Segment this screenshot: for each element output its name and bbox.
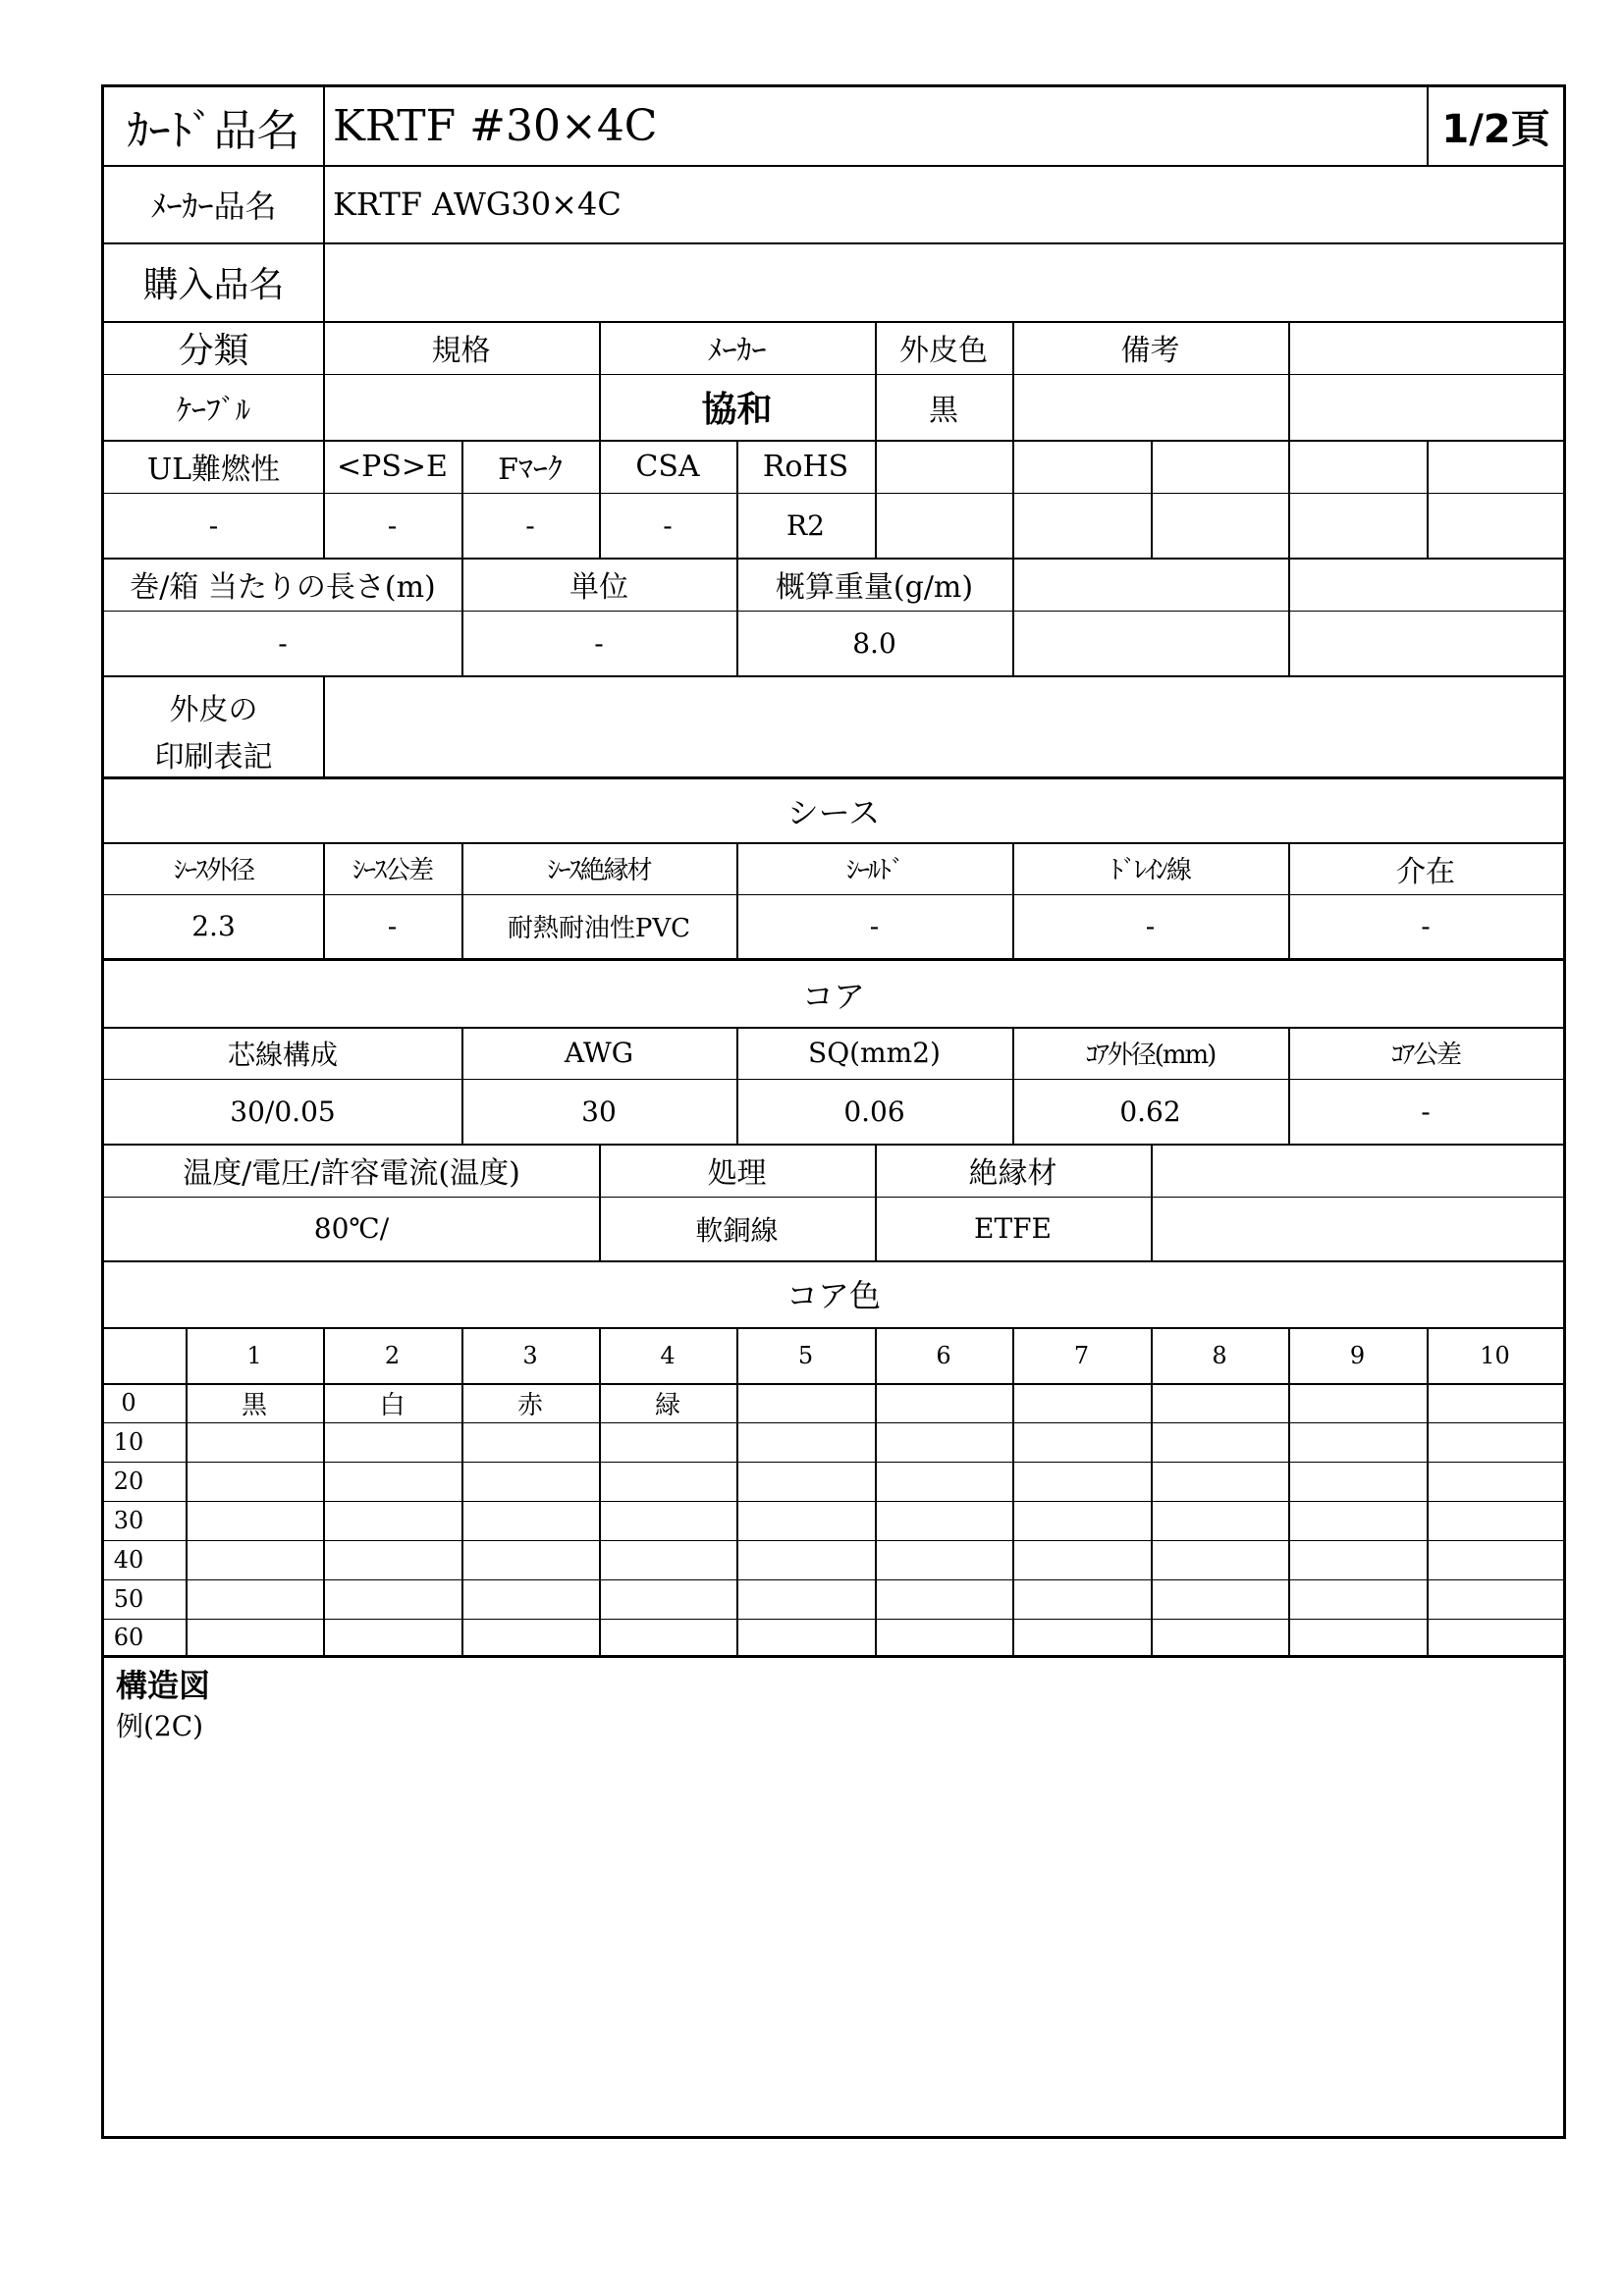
core-color-cell bbox=[1288, 1462, 1427, 1501]
core-color-column-header: 3 bbox=[522, 1341, 538, 1369]
core-color-cell bbox=[461, 1501, 599, 1540]
core-color-cell bbox=[1151, 1383, 1288, 1422]
core-color-cell bbox=[461, 1579, 599, 1619]
core-color-cell bbox=[736, 1422, 875, 1462]
core-color-column-header: 1 bbox=[246, 1341, 262, 1369]
core-color-cell bbox=[186, 1579, 323, 1619]
core-color-row-label: 20 bbox=[113, 1468, 144, 1495]
core-color-cell bbox=[186, 1462, 323, 1501]
sheath-header: ﾄﾞﾚｲﾝ線 bbox=[1110, 856, 1190, 885]
core-value: 0.06 bbox=[843, 1095, 905, 1128]
sheath-value: - bbox=[869, 910, 880, 942]
length-header: 単位 bbox=[569, 570, 628, 605]
standard-value bbox=[875, 493, 1012, 558]
core-color-cell bbox=[461, 1462, 599, 1501]
core-color-cell: 黒 bbox=[241, 1390, 267, 1420]
standard-value bbox=[1427, 493, 1563, 558]
core-color-cell bbox=[875, 1579, 1012, 1619]
core-color-cell bbox=[1012, 1579, 1151, 1619]
standard-header: UL難燃性 bbox=[146, 453, 281, 487]
standard-header bbox=[1288, 440, 1427, 493]
print-label-line2: 印刷表記 bbox=[154, 740, 273, 774]
standard-value: - bbox=[525, 508, 535, 542]
sheath-value: 2.3 bbox=[191, 910, 236, 942]
core-color-cell bbox=[1012, 1619, 1151, 1655]
classification-value bbox=[1012, 374, 1288, 440]
core-value: 30/0.05 bbox=[230, 1095, 336, 1128]
core-color-row-label: 30 bbox=[113, 1507, 144, 1534]
core-color-cell bbox=[1427, 1579, 1563, 1619]
standard-value: - bbox=[208, 508, 219, 542]
classification-value: 協和 bbox=[701, 390, 773, 430]
core-header: ｺｱ外径(mm) bbox=[1085, 1041, 1216, 1070]
maker-name-label: ﾒｰｶｰ品名 bbox=[150, 187, 277, 225]
core-color-cell bbox=[875, 1462, 1012, 1501]
purchase-name-label: 購入品名 bbox=[142, 264, 285, 305]
temp-value: ETFE bbox=[974, 1212, 1052, 1245]
core-color-cell bbox=[1288, 1501, 1427, 1540]
standard-header: <PS>E bbox=[337, 449, 448, 484]
length-value: - bbox=[594, 626, 604, 660]
core-color-cell bbox=[875, 1540, 1012, 1579]
core-header: AWG bbox=[564, 1037, 634, 1069]
card-name-label: ｶｰﾄﾞ品名 bbox=[127, 105, 300, 156]
temp-value bbox=[1151, 1197, 1563, 1260]
purchase-name-value bbox=[325, 242, 1562, 321]
core-color-cell bbox=[323, 1501, 461, 1540]
core-color-column-header: 6 bbox=[936, 1341, 951, 1369]
core-color-cell bbox=[1012, 1501, 1151, 1540]
core-color-cell bbox=[323, 1462, 461, 1501]
core-value: 30 bbox=[581, 1095, 617, 1128]
standard-value: R2 bbox=[786, 508, 825, 542]
standard-value bbox=[1012, 493, 1151, 558]
core-color-column-header: 9 bbox=[1349, 1341, 1366, 1369]
sheath-value: - bbox=[1421, 910, 1431, 942]
core-color-cell bbox=[186, 1501, 323, 1540]
core-title: コア bbox=[801, 977, 865, 1015]
core-color-cell bbox=[599, 1501, 736, 1540]
core-color-cell: 緑 bbox=[654, 1390, 680, 1420]
core-color-cell bbox=[1427, 1462, 1563, 1501]
sheath-value: - bbox=[1145, 910, 1156, 942]
core-color-column-header: 2 bbox=[384, 1341, 401, 1369]
core-color-cell bbox=[1288, 1540, 1427, 1579]
core-color-row-label: 50 bbox=[113, 1585, 144, 1613]
core-color-cell bbox=[323, 1579, 461, 1619]
core-header: 芯線構成 bbox=[227, 1038, 338, 1071]
standard-header bbox=[1427, 440, 1563, 493]
core-color-cell bbox=[736, 1579, 875, 1619]
core-color-cell bbox=[1427, 1619, 1563, 1655]
length-header bbox=[1288, 558, 1563, 611]
length-header: 巻/箱 当たりの長さ(m) bbox=[130, 570, 436, 605]
sheath-value: - bbox=[387, 910, 398, 942]
length-value: - bbox=[278, 626, 288, 660]
standard-header bbox=[875, 440, 1012, 493]
core-value: 0.62 bbox=[1119, 1095, 1181, 1128]
print-value bbox=[325, 675, 1562, 776]
core-color-cell bbox=[1288, 1422, 1427, 1462]
length-value bbox=[1288, 611, 1563, 675]
classification-header: 外皮色 bbox=[899, 334, 988, 368]
core-color-cell bbox=[461, 1540, 599, 1579]
core-color-cell bbox=[1427, 1540, 1563, 1579]
core-color-cell bbox=[1012, 1422, 1151, 1462]
core-color-cell bbox=[1427, 1422, 1563, 1462]
temp-value: 80℃/ bbox=[313, 1212, 390, 1245]
standard-header: CSA bbox=[635, 449, 700, 484]
core-color-cell bbox=[736, 1540, 875, 1579]
sheath-header: ｼｰｽ外径 bbox=[173, 856, 253, 885]
core-color-cell bbox=[1151, 1540, 1288, 1579]
core-color-cell bbox=[599, 1579, 736, 1619]
standard-value: - bbox=[663, 508, 673, 542]
core-color-cell bbox=[1151, 1579, 1288, 1619]
print-label-line1: 外皮の bbox=[169, 693, 258, 727]
length-value bbox=[1012, 611, 1288, 675]
core-header: SQ(mm2) bbox=[808, 1037, 941, 1069]
core-color-cell bbox=[736, 1501, 875, 1540]
core-color-cell bbox=[461, 1422, 599, 1462]
classification-header bbox=[1288, 321, 1563, 374]
core-color-cell bbox=[875, 1422, 1012, 1462]
core-color-cell bbox=[875, 1501, 1012, 1540]
core-color-cell bbox=[736, 1619, 875, 1655]
classification-value bbox=[1288, 374, 1563, 440]
sheath-header: ｼｰｽ公差 bbox=[352, 856, 432, 885]
core-color-row-label: 0 bbox=[121, 1389, 136, 1416]
classification-value: ｹｰﾌﾞﾙ bbox=[177, 393, 250, 428]
standard-header bbox=[1151, 440, 1288, 493]
core-color-cell bbox=[186, 1540, 323, 1579]
temp-header: 温度/電圧/許容電流(温度) bbox=[183, 1156, 520, 1191]
sheath-header: ｼｰｽ絶縁材 bbox=[547, 856, 651, 885]
core-color-cell bbox=[323, 1540, 461, 1579]
classification-value: 黒 bbox=[929, 393, 958, 428]
length-value: 8.0 bbox=[852, 626, 896, 660]
temp-header: 処理 bbox=[707, 1156, 767, 1191]
core-color-column-header: 8 bbox=[1212, 1341, 1227, 1369]
core-color-cell bbox=[1151, 1501, 1288, 1540]
core-color-cell bbox=[186, 1619, 323, 1655]
classification-value bbox=[323, 374, 599, 440]
core-color-cell bbox=[599, 1422, 736, 1462]
spec-sheet bbox=[101, 84, 1566, 2139]
temp-value: 軟銅線 bbox=[695, 1213, 779, 1247]
core-value: - bbox=[1421, 1095, 1431, 1128]
core-color-row-label: 40 bbox=[113, 1546, 144, 1574]
core-color-cell bbox=[1288, 1619, 1427, 1655]
classification-header: 備考 bbox=[1120, 334, 1180, 368]
core-color-column-header: 10 bbox=[1480, 1341, 1510, 1369]
core-color-cell bbox=[323, 1619, 461, 1655]
core-color-cell bbox=[1288, 1579, 1427, 1619]
core-color-column-header: 5 bbox=[797, 1341, 814, 1369]
core-color-cell bbox=[461, 1619, 599, 1655]
core-color-row-label: 60 bbox=[113, 1623, 144, 1651]
core-color-cell bbox=[1012, 1540, 1151, 1579]
classification-header: ﾒｰｶｰ bbox=[707, 334, 767, 368]
core-color-cell bbox=[736, 1383, 875, 1422]
core-color-cell bbox=[736, 1462, 875, 1501]
page-indicator: 1/2頁 bbox=[1441, 107, 1550, 152]
core-color-cell bbox=[599, 1462, 736, 1501]
core-color-cell bbox=[1012, 1462, 1151, 1501]
standard-value: - bbox=[387, 508, 398, 542]
standard-value bbox=[1288, 493, 1427, 558]
core-color-cell bbox=[1151, 1422, 1288, 1462]
sheath-header: ｼｰﾙﾄﾞ bbox=[845, 856, 902, 885]
core-color-cell bbox=[1427, 1383, 1563, 1422]
core-color-cell bbox=[599, 1540, 736, 1579]
core-color-cell bbox=[875, 1383, 1012, 1422]
core-color-cell bbox=[599, 1619, 736, 1655]
core-color-cell bbox=[323, 1422, 461, 1462]
core-color-cell bbox=[1151, 1462, 1288, 1501]
core-color-cell bbox=[1288, 1383, 1427, 1422]
temp-header: 絶縁材 bbox=[968, 1156, 1057, 1191]
length-header: 概算重量(g/m) bbox=[775, 570, 974, 605]
length-header bbox=[1012, 558, 1288, 611]
core-color-cell: 赤 bbox=[516, 1390, 543, 1420]
standard-header: Fﾏｰｸ bbox=[498, 453, 563, 487]
standard-header: RoHS bbox=[762, 449, 849, 484]
standard-value bbox=[1151, 493, 1288, 558]
sheath-title: シース bbox=[786, 794, 881, 831]
card-name-value: KRTF #30×4C bbox=[333, 101, 658, 151]
structure-title: 構造図 bbox=[116, 1667, 211, 1704]
core-color-cell bbox=[1151, 1619, 1288, 1655]
temp-header bbox=[1151, 1144, 1563, 1197]
core-color-title: コア色 bbox=[785, 1277, 881, 1314]
core-header: ｺｱ公差 bbox=[1390, 1041, 1460, 1070]
classification-header: 分類 bbox=[178, 330, 249, 371]
classification-header: 規格 bbox=[431, 334, 491, 368]
core-color-row-label: 10 bbox=[113, 1428, 144, 1456]
core-color-column-header: 7 bbox=[1073, 1341, 1090, 1369]
sheath-header: 介在 bbox=[1396, 854, 1455, 889]
maker-name-value: KRTF AWG30×4C bbox=[333, 185, 622, 223]
core-color-cell: 白 bbox=[379, 1390, 406, 1420]
core-color-cell bbox=[875, 1619, 1012, 1655]
core-color-column-header: 4 bbox=[660, 1341, 676, 1369]
structure-example: 例(2C) bbox=[116, 1710, 204, 1742]
standard-header bbox=[1012, 440, 1151, 493]
core-color-cell bbox=[186, 1422, 323, 1462]
core-color-cell bbox=[1012, 1383, 1151, 1422]
core-color-cell bbox=[1427, 1501, 1563, 1540]
sheath-value: 耐熱耐油性PVC bbox=[507, 914, 691, 943]
